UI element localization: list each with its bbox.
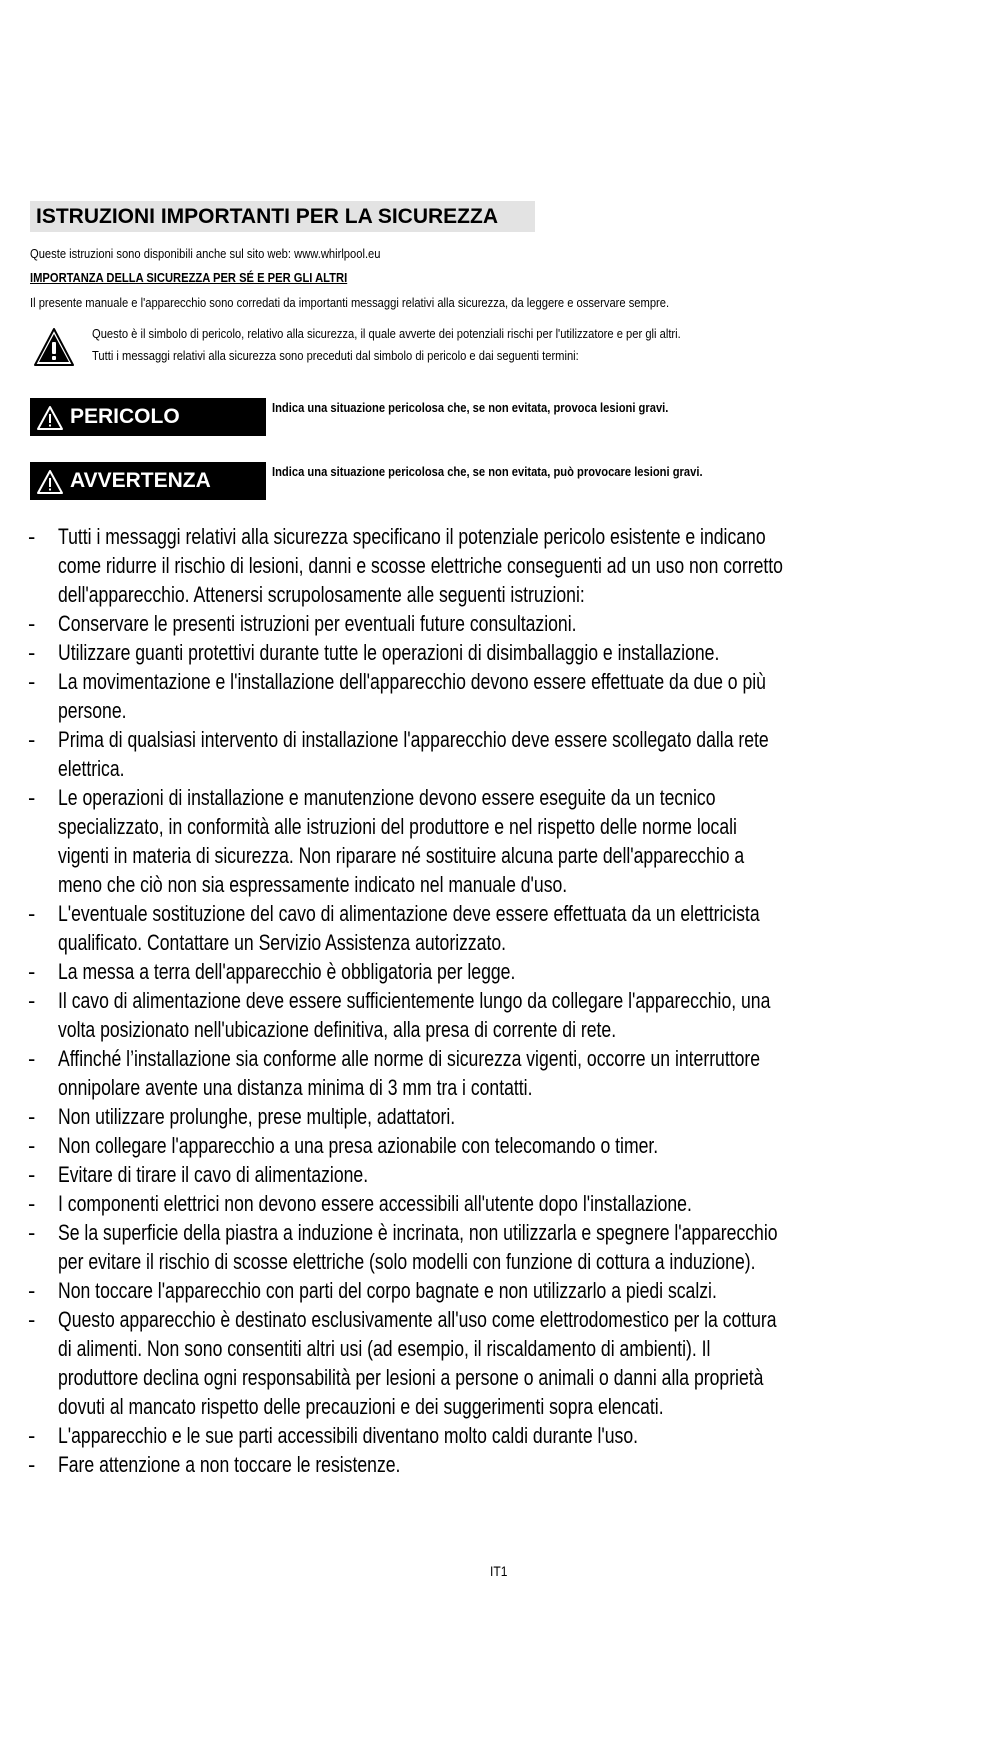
list-marker: - [28,901,36,926]
list-item [28,638,973,667]
list-marker: - [28,669,36,694]
rule-text: L'apparecchio e le sue parti accessibili diventano molto caldi durante l'uso. [58,1423,639,1448]
list-item [28,1131,973,1160]
rule-text: Utilizzare guanti protettivi durante tutte le operazioni di disimballaggio e installazione. [58,640,720,665]
hazard-symbol-description: Questo è il simbolo di pericolo, relativo alla sicurezza, il quale avverte dei potenziali rischi per l'utilizzatore e per gli altri. [92,326,681,341]
list-marker: - [28,959,36,984]
intro-text: Il presente manuale e l'apparecchio sono corredati da importanti messaggi relativi alla sicurezza, da leggere e osservare sempre. [30,295,670,310]
list-marker: - [28,1104,36,1129]
rule-text: La movimentazione e l'installazione dell'apparecchio devono essere effettuate da due o più persone. [58,669,766,723]
rule-text: I componenti elettrici non devono essere accessibili all'utente dopo l'installazione. [58,1191,692,1216]
list-item [28,957,973,986]
list-item [28,1102,973,1131]
rule-text: Il cavo di alimentazione deve essere sufficientemente lungo da collegare l'apparecchio, una volta posizionato nell'ubicazione definitiva, alla presa di corrente di rete. [58,988,771,1042]
list-item [28,1305,973,1421]
rule-text: Evitare di tirare il cavo di alimentazione. [58,1162,369,1187]
list-marker: - [28,640,36,665]
list-item [28,1218,973,1276]
page-number: IT1 [490,1563,508,1579]
importance-heading: IMPORTANZA DELLA SICUREZZA PER SÉ E PER GLI ALTRI [30,270,348,285]
list-item [28,609,973,638]
rule-text: Non collegare l'apparecchio a una presa azionabile con telecomando o timer. [58,1133,659,1158]
signal-word-pericolo [30,398,266,436]
list-item [28,1160,973,1189]
signal-word-label: PERICOLO [70,405,180,428]
signal-word-description: Indica una situazione pericolosa che, se non evitata, può provocare lesioni gravi. [272,464,703,479]
list-item [28,667,973,725]
list-item [28,986,973,1044]
list-marker: - [28,1133,36,1158]
rule-text: Le operazioni di installazione e manutenzione devono essere eseguite da un tecnico specializzato, in conformità alle istruzioni del produttore e nel rispetto delle norme locali vigenti in materia di sicurezza. Non riparare né sostituire alcuna parte dell'apparecchio a meno che ciò non sia espressamente indicato nel manuale d'uso. [58,785,745,897]
rule-text: Conservare le presenti istruzioni per eventuali future consultazioni. [58,611,577,636]
web-note: Queste istruzioni sono disponibili anche sul sito web: www.whirlpool.eu [30,246,381,261]
list-item [28,899,973,957]
list-marker: - [28,1220,36,1245]
list-marker: - [28,1191,36,1216]
list-marker: - [28,1307,36,1332]
list-marker: - [28,988,36,1013]
list-item [28,1044,973,1102]
list-marker: - [28,1046,36,1071]
section-title: ISTRUZIONI IMPORTANTI PER LA SICUREZZA [30,201,535,232]
list-item [28,1450,973,1479]
list-marker: - [28,1423,36,1448]
list-marker: - [28,524,36,549]
list-marker: - [28,1278,36,1303]
warning-triangle-icon [36,405,64,431]
rule-text: Affinché l’installazione sia conforme alle norme di sicurezza vigenti, occorre un interruttore onnipolare avente una distanza minima di 3 mm tra i contatti. [58,1046,761,1100]
list-marker: - [28,785,36,810]
warning-triangle-icon [36,469,64,495]
list-item [28,1189,973,1218]
hazard-symbol-note: Tutti i messaggi relativi alla sicurezza sono preceduti dal simbolo di pericolo e dai seguenti termini: [92,348,579,363]
rule-text: Prima di qualsiasi intervento di installazione l'apparecchio deve essere scollegato dalla rete elettrica. [58,727,769,781]
signal-word-label: AVVERTENZA [70,469,211,492]
rule-text: Non utilizzare prolunghe, prese multiple, adattatori. [58,1104,456,1129]
list-marker: - [28,1162,36,1187]
safety-rules-list [28,522,973,1479]
signal-word-description: Indica una situazione pericolosa che, se non evitata, provoca lesioni gravi. [272,400,669,415]
warning-triangle-icon [34,328,74,366]
list-item [28,1421,973,1450]
rule-text: La messa a terra dell'apparecchio è obbligatoria per legge. [58,959,516,984]
list-marker: - [28,611,36,636]
list-item [28,522,973,609]
list-marker: - [28,727,36,752]
list-item [28,725,973,783]
rule-text: Se la superficie della piastra a induzione è incrinata, non utilizzarla e spegnere l'apparecchio per evitare il rischio di scosse elettriche (solo modelli con funzione di cottura a induzione). [58,1220,778,1274]
signal-word-avvertenza [30,462,266,500]
list-item [28,1276,973,1305]
list-item [28,783,973,899]
rule-text: L'eventuale sostituzione del cavo di alimentazione deve essere effettuata da un elettricista qualificato. Contattare un Servizio Assistenza autorizzato. [58,901,760,955]
rule-text: Fare attenzione a non toccare le resistenze. [58,1452,401,1477]
rule-text: Tutti i messaggi relativi alla sicurezza specificano il potenziale pericolo esistente e indicano come ridurre il rischio di lesioni, danni e scosse elettriche conseguenti ad un uso non corretto dell'apparecchio. Attenersi scrupolosamente alle seguenti istruzioni: [58,524,783,607]
list-marker: - [28,1452,36,1477]
rule-text: Non toccare l'apparecchio con parti del corpo bagnate e non utilizzarlo a piedi scalzi. [58,1278,717,1303]
rule-text: Questo apparecchio è destinato esclusivamente all'uso come elettrodomestico per la cottura di alimenti. Non sono consentiti altri usi (ad esempio, il riscaldamento di ambienti). Il produttore declina ogni responsabilità per lesioni a persone o animali o danni alla proprietà dovuti al mancato rispetto delle precauzioni e dei suggerimenti sopra elencati. [58,1307,777,1419]
